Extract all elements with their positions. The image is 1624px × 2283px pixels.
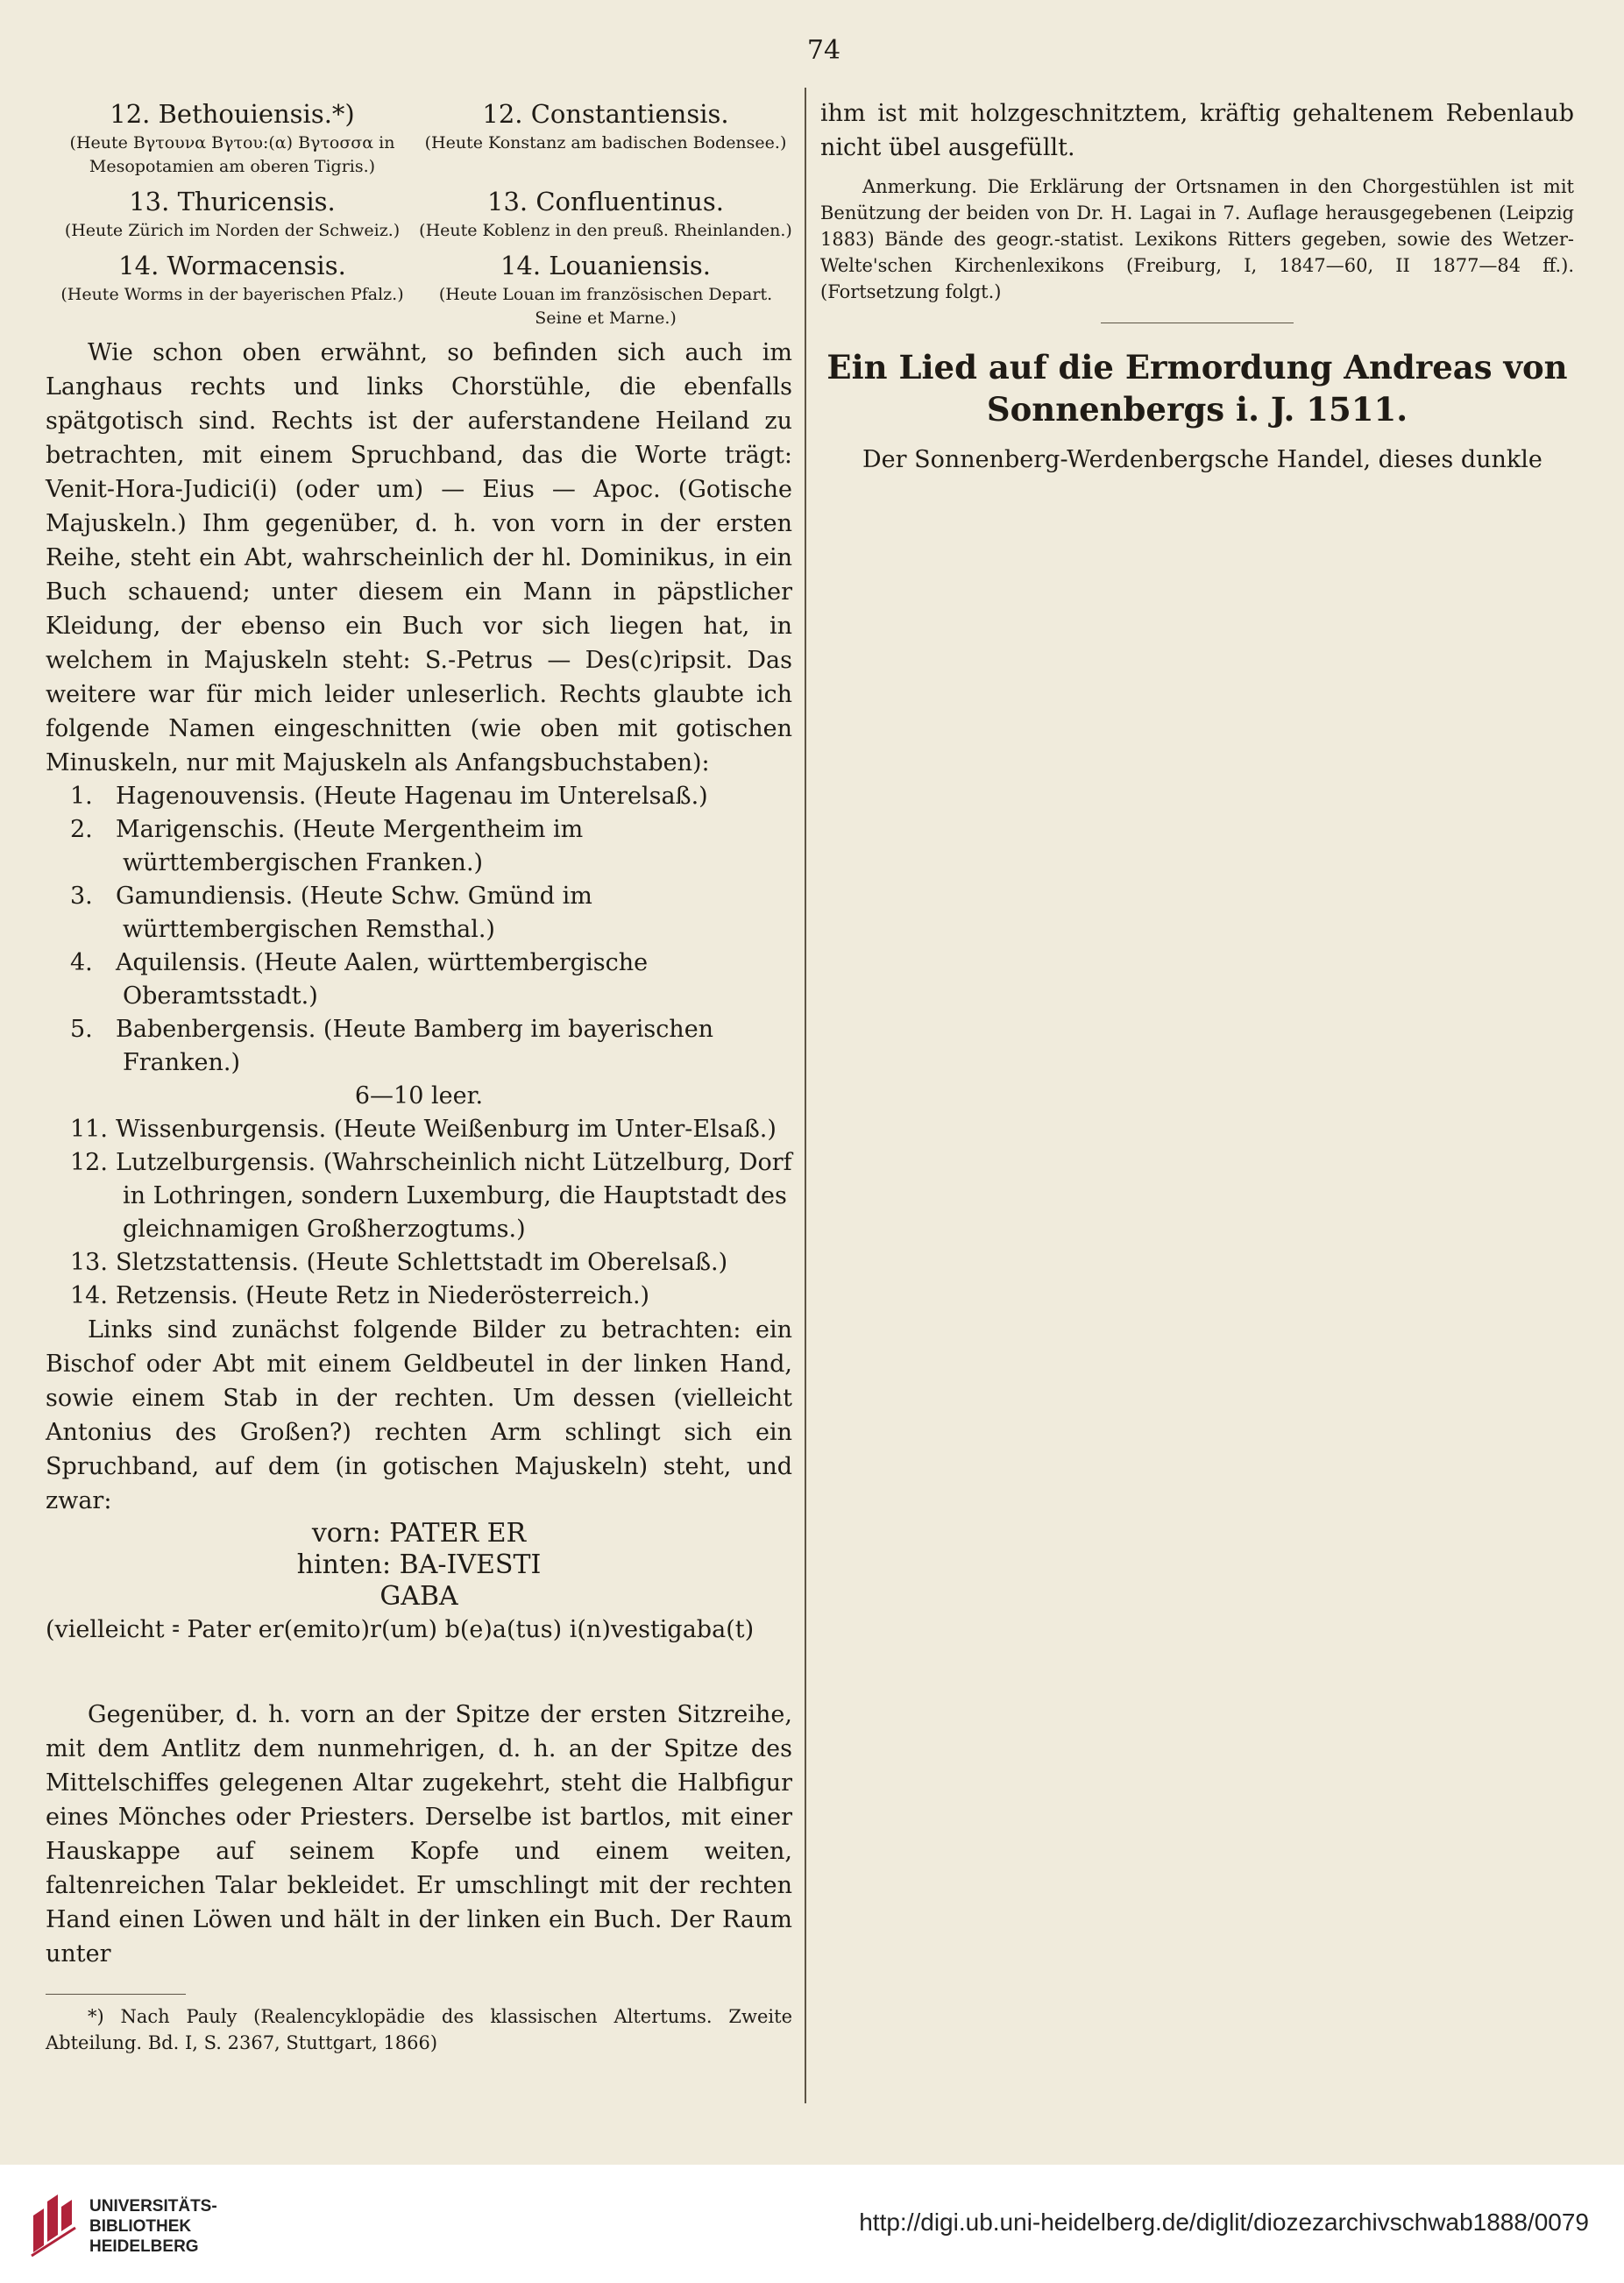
diocese-entry bbox=[46, 96, 419, 179]
diocese-entry bbox=[419, 96, 792, 179]
diocese-gloss: (Heute Zürich im Norden der Schweiz.) bbox=[64, 221, 401, 240]
name-list bbox=[46, 1113, 792, 1313]
diocese-row bbox=[46, 96, 792, 179]
list-number: 5. bbox=[70, 1016, 93, 1043]
inscription-front: vorn: PATER ER bbox=[311, 1518, 527, 1549]
diocese-entry bbox=[419, 248, 792, 330]
diocese-name: 13. Thuricensis. bbox=[129, 187, 336, 216]
diocese-entry bbox=[46, 248, 419, 330]
list-text: Babenbergensis. (Heute Bamberg im bayerischen Franken.) bbox=[116, 1016, 714, 1076]
list-number: 3. bbox=[70, 883, 93, 910]
list-text: Retzensis. (Heute Retz in Niederösterreich.) bbox=[116, 1282, 650, 1309]
column-divider bbox=[805, 88, 806, 2103]
library-name bbox=[89, 2196, 217, 2257]
list-item bbox=[46, 1246, 792, 1280]
library-name-line: BIBLIOTHEK bbox=[89, 2217, 192, 2236]
list-number: 2. bbox=[70, 816, 93, 843]
name-list bbox=[46, 780, 792, 1080]
author-note: Anmerkung. Die Erklärung der Ortsnamen in den Chorgestühlen ist mit Benützung der beiden von Dr. H. Lagai in 7. Auflage herausgegebenen (Leipzig 1883) Bände des geogr.-statist. Lexikons Ritters gegeben, sowie des Wetzer-Welte'schen Kirchenlexikons (Freiburg, I, 1847—60, II 1877—84 ff.). (Fortsetzung folgt.) bbox=[820, 176, 1574, 302]
footnote-rule bbox=[46, 1994, 186, 1995]
list-text: Lutzelburgensis. (Wahrscheinlich nicht Lützelburg, Dorf in Lothringen, sondern Luxemburg, die Hauptstadt des gleichnamigen Großherzogtums.) bbox=[116, 1149, 792, 1243]
list-item bbox=[46, 880, 792, 947]
list-text: Hagenouvensis. (Heute Hagenau im Unterelsaß.) bbox=[116, 783, 708, 810]
body-paragraph: Gegenüber, d. h. vorn an der Spitze der ersten Sitzreihe, mit dem Antlitz dem nunmehrigen, d. h. an der Spitze des Mittelschiffes gelegenen Altar zugekehrt, steht die Halbfigur eines Mönches oder Priesters. Derselbe ist bartlos, mit einer Hauskappe auf seinem Kopfe und einem weiten, faltenreichen Talar bekleidet. Er umschlingt mit der rechten Hand einen Löwen und hält in der linken ein Buch. Der Raum unter bbox=[46, 1701, 792, 1967]
list-item bbox=[46, 947, 792, 1013]
diocese-row bbox=[46, 184, 792, 243]
list-number: 13. bbox=[70, 1249, 108, 1276]
inscription-back: hinten: BA-IVESTI bbox=[296, 1549, 542, 1580]
library-footer bbox=[0, 2165, 1624, 2283]
list-item bbox=[46, 1146, 792, 1246]
library-logo-icon bbox=[26, 2189, 81, 2259]
list-number: 14. bbox=[70, 1282, 108, 1309]
diocese-gloss: (Heute Konstanz am badischen Bodensee.) bbox=[424, 133, 787, 152]
diocese-gloss: (Heute Louan im französischen Depart. Seine et Marne.) bbox=[438, 285, 773, 328]
diocese-name: 14. Wormacensis. bbox=[118, 251, 346, 280]
list-item bbox=[46, 813, 792, 880]
diocese-name: 12. Constantiensis. bbox=[482, 99, 729, 129]
diocese-name: 14. Louaniensis. bbox=[500, 251, 712, 280]
diocese-row bbox=[46, 248, 792, 330]
library-name-line: UNIVERSITÄTS- bbox=[89, 2197, 217, 2216]
list-number: 4. bbox=[70, 949, 93, 976]
diocese-name: 12. Bethouiensis.*) bbox=[110, 99, 355, 129]
list-text: Sletzstattensis. (Heute Schlettstadt im Oberelsaß.) bbox=[116, 1249, 728, 1276]
diocese-gloss: (Heute Worms in der bayerischen Pfalz.) bbox=[60, 285, 404, 304]
list-number: 1. bbox=[70, 783, 93, 810]
list-text: Aquilensis. (Heute Aalen, württembergische Oberamtsstadt.) bbox=[116, 949, 649, 1010]
library-name-line: HEIDELBERG bbox=[89, 2237, 199, 2256]
diocese-entry bbox=[419, 184, 792, 243]
footnote: *) Nach Pauly (Realencyklopädie des klassischen Altertums. Zweite Abteilung. Bd. I, S. 2367, Stuttgart, 1866) bbox=[46, 2006, 792, 2053]
page-number: 74 bbox=[806, 35, 841, 66]
body-paragraph: Links sind zunächst folgende Bilder zu betrachten: ein Bischof oder Abt mit einem Geldbeutel in der linken Hand, sowie einem Stab in der rechten. Um dessen (vielleicht Antonius des Großen?) rechten Arm schlingt sich ein Spruchband, auf dem (in gotischen Majuskeln) steht, und zwar: bbox=[46, 1316, 792, 1514]
list-text: Gamundiensis. (Heute Schw. Gmünd im württembergischen Remsthal.) bbox=[116, 883, 592, 943]
right-column bbox=[820, 96, 1574, 477]
list-item bbox=[46, 1280, 792, 1313]
left-column bbox=[46, 96, 792, 2056]
list-item bbox=[46, 1013, 792, 1080]
body-paragraph: ihm ist mit holzgeschnitztem, kräftig gehaltenem Rebenlaub nicht übel ausgefüllt. bbox=[820, 100, 1574, 161]
diocese-gloss: (Heute Βγτουνα Βγτου:(α) Βγτοσσα in Mesopotamien am oberen Tigris.) bbox=[69, 133, 395, 176]
gap-note: 6—10 leer. bbox=[354, 1082, 484, 1110]
inscription-back-continued: GABA bbox=[379, 1581, 458, 1612]
list-item bbox=[46, 780, 792, 813]
list-number: 11. bbox=[70, 1116, 108, 1143]
list-number: 12. bbox=[70, 1149, 108, 1176]
inscription-reading: (vielleicht ⹀ Pater er(emito)r(um) b(e)a(tus) i(n)vestigaba(t) bbox=[46, 1616, 755, 1643]
page-url[interactable]: http://digi.ub.uni-heidelberg.de/diglit/diozezarchivschwab1888/0079 bbox=[859, 2209, 1589, 2236]
list-item bbox=[46, 1113, 792, 1146]
article-title: Ein Lied auf die Ermordung Andreas von Sonnenbergs i. J. 1511. bbox=[826, 348, 1568, 429]
body-paragraph: Wie schon oben erwähnt, so befinden sich auch im Langhaus rechts und links Chorstühle, die ebenfalls spätgotisch sind. Rechts ist der auferstandene Heiland zu betrachten, mit einem Spruchband, das die Worte trägt: Venit-Hora-Judici(i) (oder um) — Eius — Apoc. (Gotische Majuskeln.) Ihm gegenüber, d. h. von vorn in der ersten Reihe, steht ein Abt, wahrscheinlich der hl. Dominikus, in ein Buch schauend; unter diesem ein Mann in päpstlicher Kleidung, der ebenso ein Buch vor sich liegen hat, in welchem in Majuskeln steht: S.-Petrus — Des(c)ripsit. Das weitere war für mich leider unleserlich. Rechts glaubte ich folgende Namen eingeschnitten (wie oben mit gotischen Minuskeln, nur mit Majuskeln als Anfangsbuchstaben): bbox=[46, 339, 792, 776]
list-text: Marigenschis. (Heute Mergentheim im württembergischen Franken.) bbox=[116, 816, 584, 876]
diocese-entry bbox=[46, 184, 419, 243]
diocese-gloss: (Heute Koblenz in den preuß. Rheinlanden.) bbox=[419, 221, 792, 240]
list-text: Wissenburgensis. (Heute Weißenburg im Unter-Elsaß.) bbox=[116, 1116, 777, 1143]
diocese-name: 13. Confluentinus. bbox=[487, 187, 724, 216]
body-paragraph: Der Sonnenberg-Werdenbergsche Handel, dieses dunkle bbox=[862, 446, 1542, 473]
